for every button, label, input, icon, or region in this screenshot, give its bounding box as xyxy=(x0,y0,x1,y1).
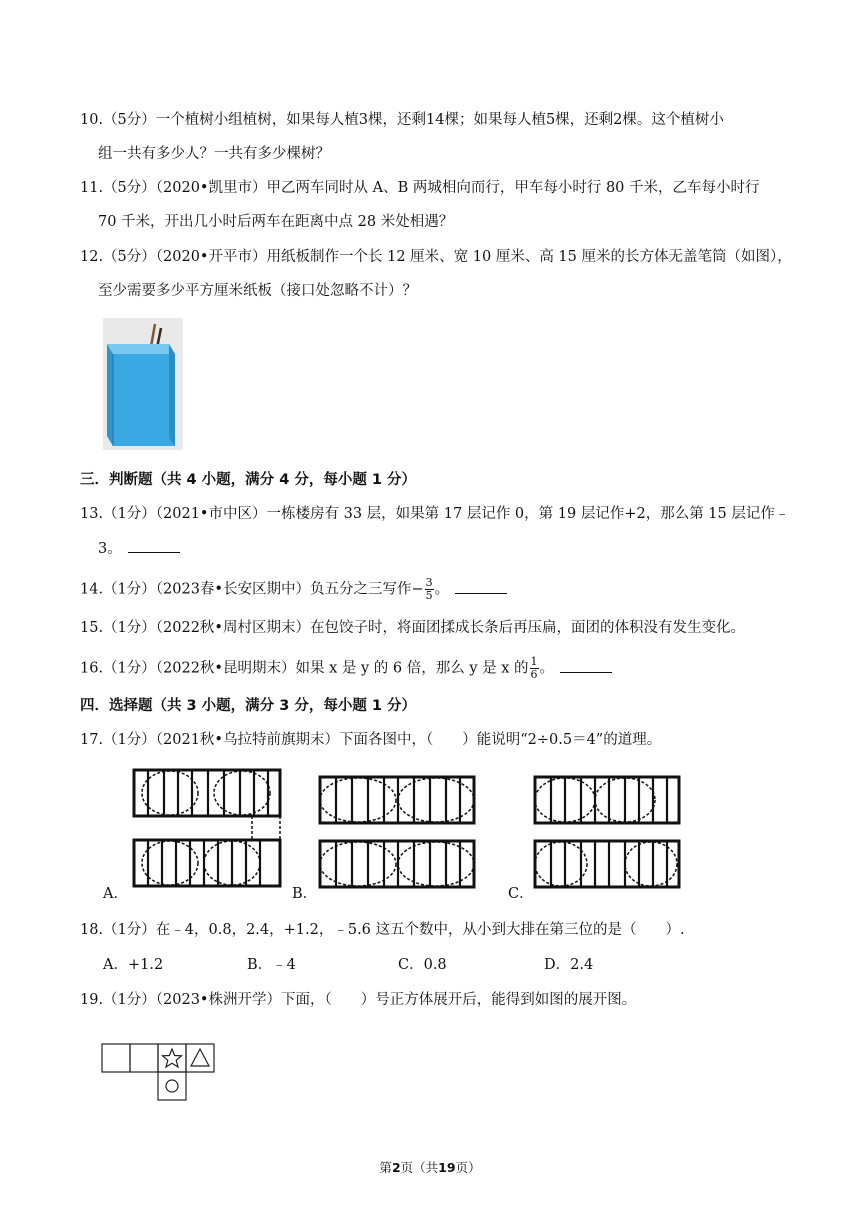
question-10-line-1: 10.（5分）一个植树小组植树，如果每人植3棵，还剩14棵；如果每人植5棵，还剩2棵。这个植树小 xyxy=(80,112,724,128)
question-19: 19.（1分）（2023•株洲开学）下面，（ ）号正方体展开后，能得到如图的展开图。 xyxy=(80,992,637,1008)
question-14-text: 14.（1分）（2023春•长安区期中）负五分之三写作− xyxy=(80,581,424,598)
fraction-3-5: $\frac{3}{5}$ xyxy=(425,576,433,602)
question-17: 17.（1分）（2021秋•乌拉特前旗期末）下面各图中，（ ）能说明“2÷0.5＝4”的道理。 xyxy=(80,732,662,748)
option-a-diagram xyxy=(132,768,284,890)
option-d-18[interactable]: D．2.4 xyxy=(544,957,594,973)
question-12-line-1: 12.（5分）（2020•开平市）用纸板制作一个长 12 厘米、宽 10 厘米、高 15 厘米的长方体无盖笔筒（如图）， xyxy=(80,249,792,265)
page-number: 2 xyxy=(391,1160,401,1175)
question-11-line-1: 11.（5分）（2020•凯里市）甲乙两车同时从 A、B 两城相向而行，甲车每小时行 80 千米，乙车每小时行 xyxy=(80,180,760,196)
option-c-label[interactable]: C． xyxy=(508,886,534,902)
pen-holder-image xyxy=(103,318,183,450)
question-12-line-2: 至少需要多少平方厘米纸板（接口处忽略不计）？ xyxy=(98,283,417,299)
option-c-18[interactable]: C．0.8 xyxy=(398,957,447,973)
option-b-diagram xyxy=(318,775,478,890)
question-14: 14.（1分）（2023春•长安区期中）负五分之三写作− $\frac{3}{5}$ 。 xyxy=(80,577,507,602)
answer-blank-13[interactable] xyxy=(128,538,180,553)
question-13-tail: 3。 xyxy=(98,541,122,557)
question-13-line-2 xyxy=(98,538,180,559)
option-c-diagram xyxy=(533,775,683,890)
question-16: 16.（1分）（2022秋•昆明期末）如果 x 是 y 的 6 倍，那么 y 是 x 的 $\frac{1}{6}$ 。 xyxy=(80,656,612,681)
question-15: 15.（1分）（2022秋•周村区期末）在包饺子时，将面团揉成长条后再压扁，面团的体积没有发生变化。 xyxy=(80,620,745,636)
answer-blank-14[interactable] xyxy=(455,579,507,594)
cube-net-diagram xyxy=(102,1044,222,1104)
section-4-heading: 四．选择题（共 3 小题，满分 3 分，每小题 1 分） xyxy=(80,698,417,714)
fraction-1-6: $\frac{1}{6}$ xyxy=(530,655,538,681)
question-10-line-2: 组一共有多少人？一共有多少棵树？ xyxy=(98,146,330,162)
triangle-icon xyxy=(191,1049,209,1066)
section-3-heading: 三．判断题（共 4 小题，满分 4 分，每小题 1 分） xyxy=(80,472,417,488)
question-16-text: 16.（1分）（2022秋•昆明期末）如果 x 是 y 的 6 倍，那么 y 是 x 的 xyxy=(80,660,529,677)
option-b-18[interactable]: B．﹣4 xyxy=(247,957,296,973)
question-18: 18.（1分）在﹣4，0.8，2.4，+1.2，﹣5.6 这五个数中，从小到大排在第三位的是（ ）. xyxy=(80,922,685,938)
page-footer: 第2页（共19页） xyxy=(379,1160,481,1175)
option-a-label[interactable]: A． xyxy=(103,886,128,902)
star-icon xyxy=(163,1049,182,1067)
answer-blank-16[interactable] xyxy=(560,658,612,673)
circle-icon xyxy=(166,1080,178,1092)
question-11-line-2: 70 千米，开出几小时后两车在距离中点 28 米处相遇？ xyxy=(98,214,454,230)
option-a-18[interactable]: A．+1.2 xyxy=(103,957,164,973)
option-b-label[interactable]: B． xyxy=(292,886,318,902)
question-13-line-1: 13.（1分）（2021•市中区）一栋楼房有 33 层，如果第 17 层记作 0，第 19 层记作+2，那么第 15 层记作﹣ xyxy=(80,506,790,522)
total-pages: 19 xyxy=(438,1160,456,1175)
